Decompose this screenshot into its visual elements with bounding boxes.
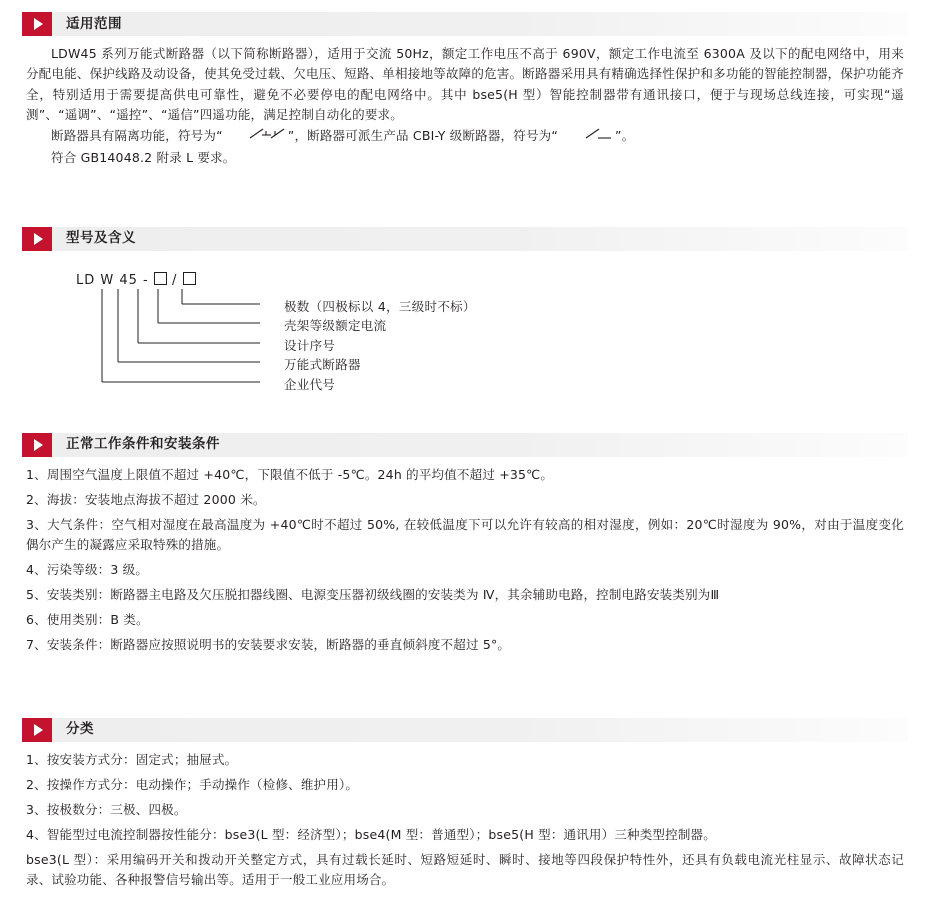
- model-label-design-number: 设计序号: [284, 337, 336, 353]
- list-item: 2、按操作方式分：电动操作；手动操作（检修、维护用）。: [26, 776, 359, 792]
- paragraph-scope-2-text-c: ”。: [615, 128, 635, 143]
- section-body-conditions: [22, 457, 908, 655]
- list-item: 4、智能型过电流控制器按性能分：bse3(L 型：经济型）；bse4(M 型：普通型）；bse5(H 型：通讯用）三种类型控制器。: [26, 826, 716, 842]
- section-title: 正常工作条件和安装条件: [66, 436, 220, 453]
- play-triangle-icon: [22, 718, 52, 742]
- document-page: [0, 12, 930, 919]
- paragraph-scope-1: LDW45 系列万能式断路器（以下简称断路器），适用于交流 50Hz，额定工作电压不高于 690V，额定工作电流至 6300A 及以下的配电网络中，用来分配电能、保护线路及动设备，使其免受过载、欠电压、短路、单相接地等故障的危害。断路器采用具有精确选择性保护和多功能的智能控制器，保护功能齐全，特别适用于需要提高供电可靠性，避免不必要停电的配电网络中。其中 bse5(H 型）智能控制器带有通讯接口，便于与现场总线连接，可实现“遥测”、“遥调”、“遥控”、“遥信”四遥功能，满足控制自动化的要求。: [26, 46, 905, 122]
- conditions-list: [26, 465, 904, 655]
- paragraph-scope-2-text-b: ”，断路器可派生产品 CBI-Y 级断路器，符号为“: [287, 128, 559, 143]
- section-title: 适用范围: [66, 15, 122, 32]
- model-designation-diagram: [22, 271, 908, 421]
- model-label-frame-rating: 壳架等级额定电流: [284, 318, 387, 334]
- play-triangle-icon: [22, 12, 52, 36]
- section-header-scope: [22, 12, 908, 36]
- section-title: 型号及含义: [66, 230, 136, 247]
- model-code-separator: /: [172, 272, 178, 288]
- list-item: 7、安装条件：断路器应按照说明书的安装要求安装，断路器的垂直倾斜度不超过 5°。: [26, 636, 511, 652]
- model-label-breaker-type: 万能式断路器: [284, 357, 361, 373]
- section-header-classification: [22, 718, 908, 742]
- list-item: 1、按安装方式分：固定式；抽屉式。: [26, 751, 238, 767]
- list-item: bse3(L 型）：采用编码开关和拨动开关整定方式，具有过载长延时、短路短延时、瞬时、接地等四段保护特性外，还具有负载电流光柱显示、故障状态记录、试验功能、各种报警信号输出等。适用于一般工业应用场合。: [26, 851, 904, 887]
- play-triangle-icon: [22, 433, 52, 457]
- paragraph-scope-3: 符合 GB14048.2 附录 L 要求。: [51, 149, 236, 165]
- model-leader-lines: [22, 271, 302, 411]
- play-triangle-icon: [22, 227, 52, 251]
- cbi-y-symbol-icon: [559, 126, 614, 146]
- section-body-classification: [22, 742, 908, 890]
- paragraph-scope-2-text-a: 断路器具有隔离功能，符号为“: [51, 128, 223, 143]
- list-item: 1、周围空气温度上限值不超过 +40℃，下限值不低于 -5℃。24h 的平均值不超过 +35℃。: [26, 466, 554, 482]
- model-code-prefix: LD W 45 -: [76, 272, 149, 288]
- section-header-conditions: [22, 433, 908, 457]
- isolation-symbol-icon: [224, 126, 287, 146]
- list-item: 2、海拔：安装地点海拔不超过 2000 米。: [26, 491, 266, 507]
- section-title: 分类: [66, 721, 94, 738]
- classification-list: [26, 750, 904, 890]
- list-item: 4、污染等级：3 级。: [26, 561, 149, 577]
- list-item: 3、大气条件：空气相对湿度在最高温度为 +40℃时不超过 50%, 在较低温度下可以允许有较高的相对湿度，例如：20℃时湿度为 90%，对由于温度变化偶尔产生的凝露应采取特殊的措施。: [26, 516, 904, 552]
- section-body-scope: [22, 36, 908, 168]
- model-label-poles: 极数（四极标以 4，三级时不标）: [284, 298, 476, 314]
- list-item: 5、安装类别：断路器主电路及欠压脱扣器线圈、电源变压器初级线圈的安装类为 Ⅳ，其余辅助电路，控制电路安装类别为Ⅲ: [26, 586, 720, 602]
- section-header-model: [22, 227, 908, 251]
- paragraph-scope-2: [26, 126, 904, 147]
- model-label-column: [284, 297, 476, 395]
- model-label-company-code: 企业代号: [284, 376, 336, 392]
- list-item: 3、按极数分：三极、四极。: [26, 801, 187, 817]
- list-item: 6、使用类别：B 类。: [26, 611, 149, 627]
